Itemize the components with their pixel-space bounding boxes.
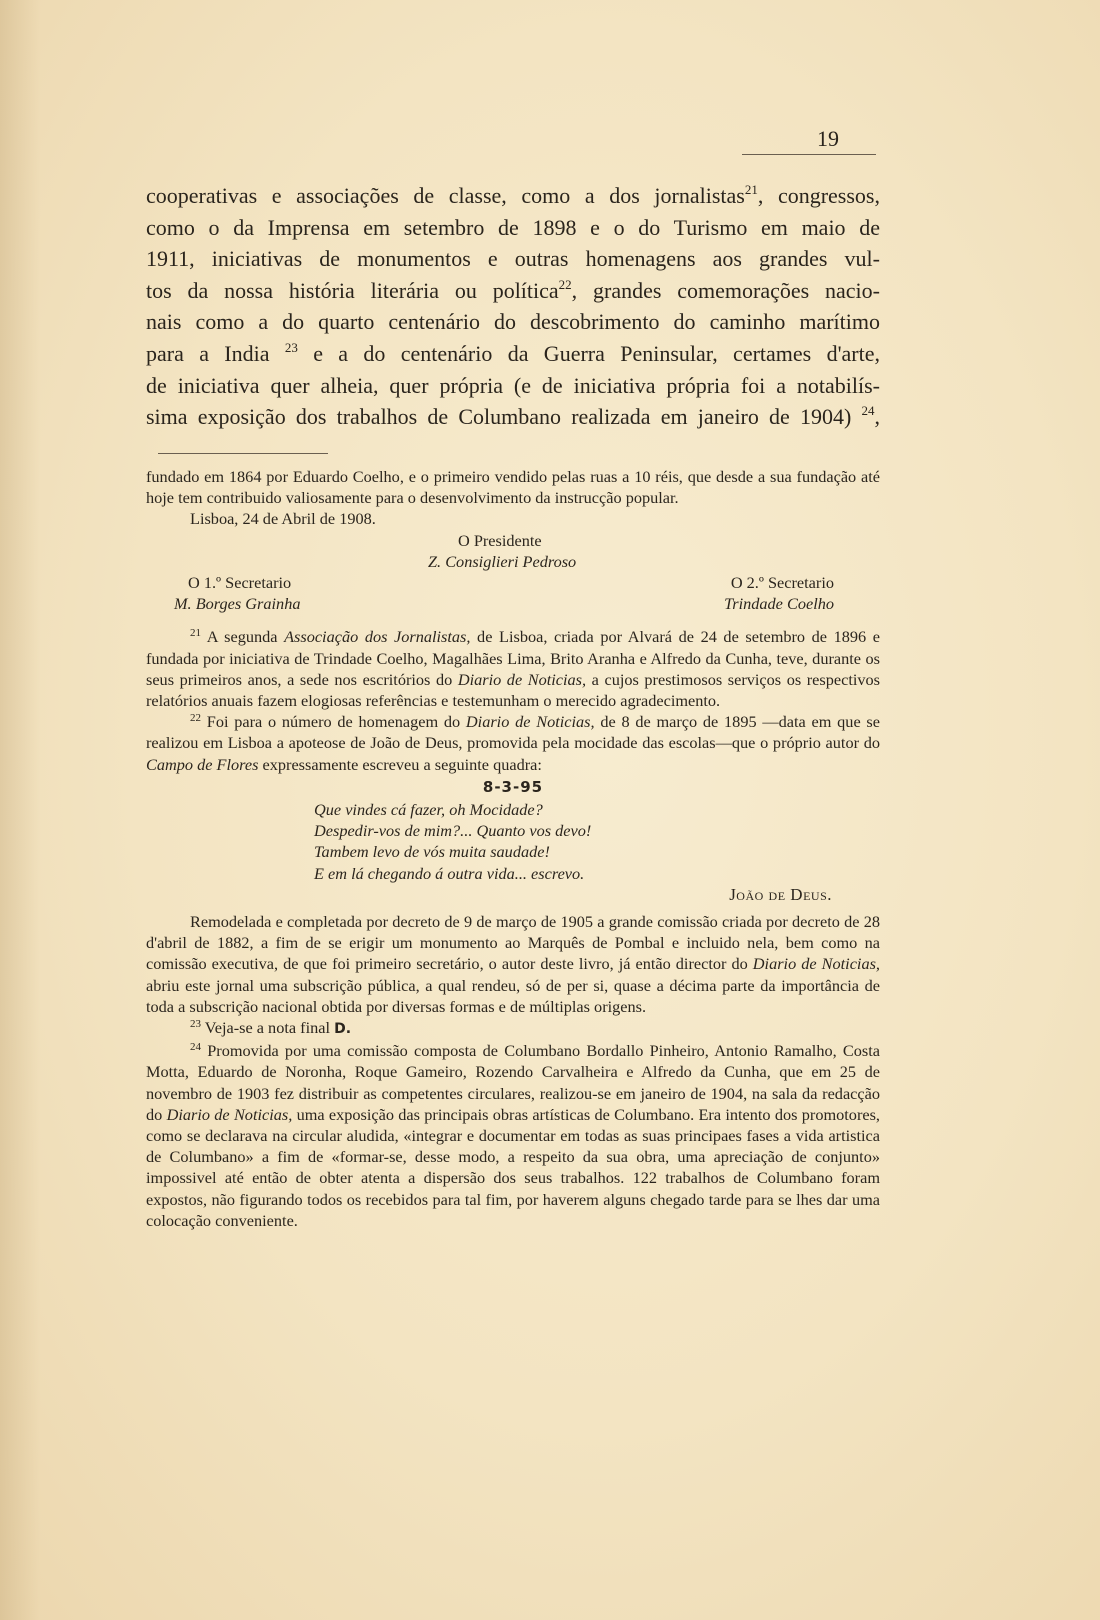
verse-line: E em lá chegando á outra vida... escrevo. — [314, 863, 585, 883]
page-edge-shadow — [0, 0, 40, 1620]
italic-title: Diario de Noticias, — [457, 669, 587, 689]
secretaries-name-row — [146, 593, 880, 614]
verse-line: Despedir-vos de mim?... Quanto vos devo! — [314, 821, 592, 841]
body-line: nais como a do quarto centenário do descobrimento do caminho marítimo — [146, 309, 880, 335]
footnote-number: 23 — [190, 1017, 201, 1030]
secretaries-title-row — [146, 572, 880, 593]
footnotes-section — [146, 466, 880, 1231]
italic-title: Diario de Noticias, — [465, 712, 595, 732]
footnote-22-paragraph-2: Remodelada e completada por decreto de 9 de março de 1905 a grande comissão criada por decreto de 28 d'abril de 1882, a fim de se erigir um monumento ao Marquês de Pombal e incluido nela, bem como na comissão executiva, de que foi primeiro secretário, o autor deste livro, já então director do Diario de Noticias, abriu este jornal uma subscrição pública, a qual rendeu, só de per si, quase a décima parte da importância de toda a subscrição nacional obtida por diversas formas e de múltiplas origens. — [146, 911, 880, 1016]
president-title-row — [146, 530, 880, 551]
italic-title: Associação dos Jornalistas, — [284, 627, 471, 647]
footnote-ref-24[interactable]: 24 — [861, 403, 875, 419]
footnote-ref-23[interactable]: 23 — [284, 339, 298, 355]
footnote-number: 22 — [190, 712, 201, 725]
footnote-number: 21 — [190, 627, 201, 640]
body-line: para a India $^{23}$ e a do centenário da Guerra Peninsular, certames d'arte, — [146, 339, 881, 366]
footnote-ref-22[interactable]: 22 — [558, 276, 572, 292]
secretary2-name: Trindade Coelho — [724, 594, 834, 614]
italic-title: Diario de Noticias, — [752, 954, 880, 974]
main-body-text — [146, 180, 880, 433]
body-line: como o da Imprensa em setembro de 1898 e o do Turismo em maio de — [146, 214, 880, 240]
poem-date-heading: 8-3-95 — [482, 777, 544, 796]
continued-note-text: fundado em 1864 por Eduardo Coelho, e o primeiro vendido pelas ruas a 10 réis, que desde a sua fundação até hoje tem contribuido valiosamente para o desenvolvimento da instrucção popular. — [146, 467, 880, 508]
italic-title: Campo de Flores — [146, 754, 259, 774]
footnote-number: 24 — [190, 1041, 201, 1054]
poem-verses — [314, 799, 880, 884]
secretary1-title: O 1.º Secretario — [188, 572, 292, 592]
poem-author: João de Deus. — [729, 884, 832, 904]
place-date: Lisboa, 24 de Abril de 1908. — [190, 509, 376, 529]
page-number: 19 — [742, 126, 876, 155]
italic-title: Diario de Noticias, — [166, 1104, 293, 1124]
president-name: Z. Consiglieri Pedroso — [428, 551, 577, 571]
footnote-24: $^{24}$ Promovida por uma comissão composta de Columbano Bordallo Pinheiro, Antonio Ramalho, Costa Motta, Eduardo de Noronha, Roque Gameiro, Rozendo Carvalheira e Alfredo da Cunha, que em 25 de novembro de 1903 fez distribuir as competentes circulares, realizou-se em janeiro de 1904, na sala da redacção do Diario de Noticias, uma exposição das principais obras artísticas de Columbano. Era intento dos promotores, como se declarava na circular aludida, «integrar e documentar em todas as suas principaes fases a vida artistica de Columbano» a fim de «formar-se, desse modo, a respeito da sua obra, uma apreciação de conjunto» impossivel até então de obter atenta a dispersão dos seus trabalhos. 122 trabalhos de Columbano foram expostos, não figurando todos os recebidos para tal fim, por haverem alguns chegado tarde para se lhes dar uma colocação conveniente. — [146, 1041, 880, 1230]
secretary1-name: M. Borges Grainha — [174, 594, 301, 614]
body-line: tos da nossa história literária ou política$^{22}$, grandes comemorações nacio- — [146, 276, 880, 303]
footnote-separator — [158, 453, 328, 454]
body-line: cooperativas e associações de classe, como a dos jornalistas$^{21}$, congressos, — [146, 182, 880, 208]
footnote-23: $^{23}$ Veja-se a nota final D. — [190, 1017, 352, 1037]
president-name-row — [146, 551, 880, 572]
president-title: O Presidente — [458, 530, 542, 550]
body-line: sima exposição dos trabalhos de Columbano realizada em janeiro de 1904) $^{24}$, — [146, 403, 880, 430]
footnote-ref-21[interactable]: 21 — [744, 182, 758, 197]
body-line: de iniciativa quer alheia, quer própria (e de iniciativa própria foi a notabilís- — [146, 372, 880, 398]
end-note-reference[interactable]: D. — [334, 1020, 352, 1037]
spacer — [146, 614, 880, 626]
verse-line: Que vindes cá fazer, oh Mocidade? — [314, 799, 543, 819]
body-line: 1911, iniciativas de monumentos e outras homenagens aos grandes vul- — [146, 246, 880, 272]
verse-line: Tambem levo de vós muita saudade! — [314, 842, 550, 862]
secretary2-title: O 2.º Secretario — [730, 572, 834, 592]
footnote-22: $^{22}$ Foi para o número de homenagem do Diario de Noticias, de 8 de março de 1895 —data em que se realizou em Lisboa a apoteose de João de Deus, promovida pela mocidade das escolas—que o próprio autor do Campo de Flores expressamente escreveu a seguinte quadra: — [146, 712, 880, 774]
footnote-21: $^{21}$ A segunda Associação dos Jornalistas, de Lisboa, criada por Alvará de 24 de setembro de 1896 e fundada por iniciativa de Trindade Coelho, Magalhães Lima, Brito Aranha e Alfredo da Cunha, teve, durante os seus primeiros anos, a sede nos escritórios do Diario de Noticias, a cujos prestimosos serviços os respectivos relatórios anuais fazem elogiosas referências e testemunham o merecido agradecimento. — [146, 627, 880, 710]
